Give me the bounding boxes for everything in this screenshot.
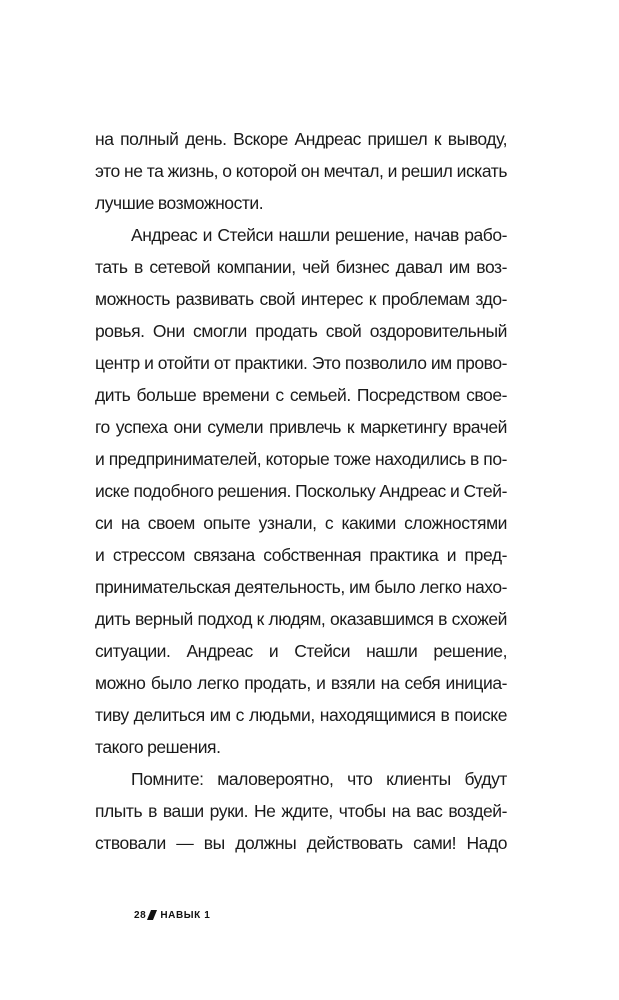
text-line: дить больше времени с семьей. Посредством свое- [95, 385, 507, 405]
text-line: можность развивать свой интерес к проблемам здо- [95, 289, 507, 309]
page-footer [134, 907, 210, 923]
slash-divider-icon [147, 910, 157, 920]
text-line: ровья. Они смогли продать свой оздоровительный [95, 321, 507, 341]
text-line: центр и отойти от практики. Это позволило им прово- [95, 353, 507, 373]
body-text [95, 123, 507, 859]
text-line: го успеха они сумели привлечь к маркетингу врачей [95, 417, 507, 437]
text-line: плыть в ваши руки. Не ждите, чтобы на вас воздей- [95, 801, 507, 821]
text-line: на полный день. Вскоре Андреас пришел к выводу, [95, 129, 507, 149]
text-line: ствовали — вы должны действовать сами! Надо [95, 833, 507, 853]
text-line: принимательская деятельность, им было легко нахо- [95, 577, 507, 597]
text-line: тиву делиться им с людьми, находящимися в поиске [95, 705, 507, 725]
text-line: это не та жизнь, о которой он мечтал, и решил искать [95, 161, 507, 181]
text-line: и стрессом связана собственная практика и пред- [95, 545, 507, 565]
section-label: НАВЫК 1 [160, 909, 211, 921]
text-line: лучшие возможности. [95, 193, 264, 213]
text-line: иске подобного решения. Поскольку Андреас и Стей- [95, 481, 507, 501]
text-line: тать в сетевой компании, чей бизнес давал им воз- [95, 257, 507, 277]
text-line: ситуации. Андреас и Стейси нашли решение, [95, 641, 507, 661]
text-line: си на своем опыте узнали, с какими сложностями [95, 513, 507, 533]
text-line: можно было легко продать, и взяли на себя инициа- [95, 673, 507, 693]
text-line: дить верный подход к людям, оказавшимся в схожей [95, 609, 507, 629]
text-line: такого решения. [95, 737, 221, 757]
text-line: Андреас и Стейси нашли решение, начав рабо- [131, 225, 507, 245]
text-line: и предпринимателей, которые тоже находились в по- [95, 449, 507, 469]
text-line: Помните: маловероятно, что клиенты будут [131, 769, 507, 789]
page-number: 28 [134, 909, 147, 921]
